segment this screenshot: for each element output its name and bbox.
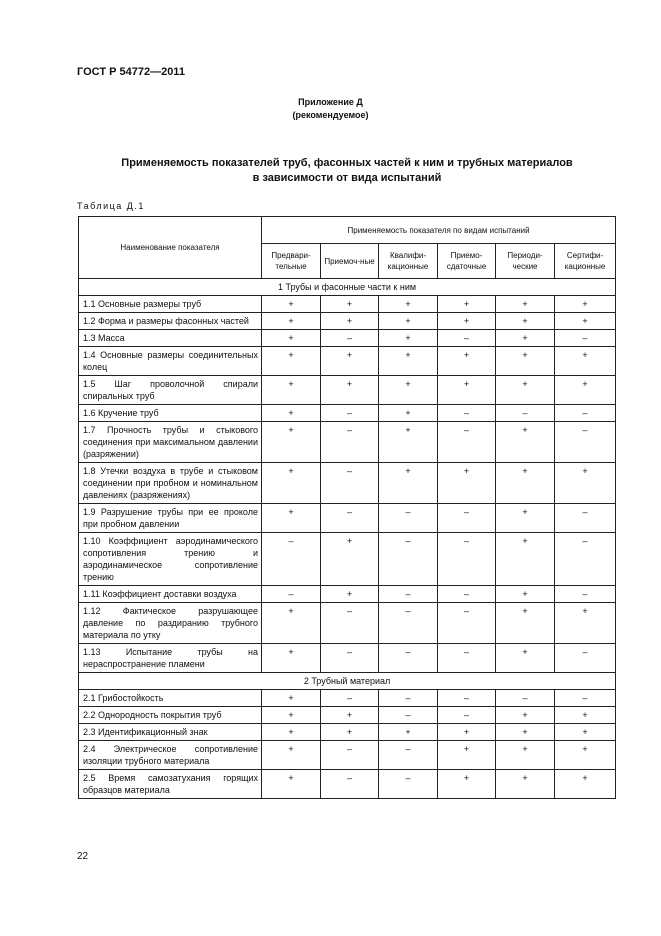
applicability-mark: + [438, 376, 496, 405]
applicability-mark: + [321, 586, 379, 603]
applicability-mark: – [438, 405, 496, 422]
applicability-mark: – [438, 644, 496, 673]
applicability-mark: + [379, 422, 438, 463]
table-row [79, 405, 616, 422]
section-row [79, 279, 616, 296]
applicability-mark: + [321, 296, 379, 313]
applicability-mark: + [262, 422, 321, 463]
applicability-mark: + [555, 376, 616, 405]
applicability-mark: + [379, 724, 438, 741]
table-row [79, 504, 616, 533]
indicator-name: 1.8 Утечки воздуха в трубе и стыковом соединении при пробном и номинальном давлениях (разряжениях) [79, 463, 262, 504]
applicability-mark: + [262, 770, 321, 799]
applicability-mark: – [438, 330, 496, 347]
applicability-mark: + [321, 724, 379, 741]
applicability-mark: + [321, 313, 379, 330]
applicability-mark: + [555, 603, 616, 644]
applicability-mark: + [496, 770, 555, 799]
applicability-mark: + [262, 347, 321, 376]
indicator-name: 1.13 Испытание трубы на нераспространение пламени [79, 644, 262, 673]
appendix-title: Приложение Д [298, 97, 363, 107]
applicability-mark: – [321, 741, 379, 770]
applicability-mark: + [262, 603, 321, 644]
applicability-mark: – [496, 690, 555, 707]
applicability-mark: + [496, 603, 555, 644]
applicability-mark: – [438, 603, 496, 644]
applicability-mark: + [262, 724, 321, 741]
table-row [79, 690, 616, 707]
applicability-mark: – [321, 770, 379, 799]
applicability-mark: + [262, 296, 321, 313]
applicability-mark: – [555, 330, 616, 347]
column-header: Предвари-тельные [262, 244, 321, 279]
applicability-mark: + [262, 313, 321, 330]
applicability-mark: + [262, 707, 321, 724]
applicability-mark: + [262, 690, 321, 707]
applicability-mark: + [496, 422, 555, 463]
applicability-mark: + [379, 313, 438, 330]
applicability-mark: + [321, 376, 379, 405]
applicability-mark: + [379, 376, 438, 405]
table-row [79, 533, 616, 586]
applicability-mark: + [555, 770, 616, 799]
table-row [79, 347, 616, 376]
column-header: Приемо-сдаточные [438, 244, 496, 279]
applicability-mark: + [555, 741, 616, 770]
applicability-mark: – [379, 586, 438, 603]
applicability-mark: + [438, 296, 496, 313]
applicability-mark: + [496, 724, 555, 741]
applicability-mark: + [379, 347, 438, 376]
applicability-mark: – [438, 504, 496, 533]
applicability-mark: – [321, 504, 379, 533]
indicator-name: 1.9 Разрушение трубы при ее проколе при пробном давлении [79, 504, 262, 533]
applicability-mark: – [379, 504, 438, 533]
applicability-mark: – [321, 644, 379, 673]
table-row [79, 296, 616, 313]
applicability-mark: – [379, 770, 438, 799]
appendix-subtitle: (рекомендуемое) [292, 110, 369, 120]
applicability-mark: + [555, 296, 616, 313]
applicability-mark: + [262, 405, 321, 422]
applicability-mark: – [321, 422, 379, 463]
indicator-name: 1.7 Прочность трубы и стыкового соединения при максимальном давлении (разряжении) [79, 422, 262, 463]
applicability-mark: – [379, 603, 438, 644]
applicability-mark: + [379, 405, 438, 422]
column-header: Приемоч-ные [321, 244, 379, 279]
applicability-mark: – [555, 533, 616, 586]
column-header: Сертифи-кационные [555, 244, 616, 279]
applicability-mark: – [555, 644, 616, 673]
indicator-name: 1.2 Форма и размеры фасонных частей [79, 313, 262, 330]
applicability-mark: + [555, 463, 616, 504]
applicability-mark: – [379, 707, 438, 724]
applicability-mark: + [555, 313, 616, 330]
applicability-mark: + [496, 330, 555, 347]
applicability-mark: – [321, 603, 379, 644]
applicability-mark: – [438, 533, 496, 586]
indicator-name: 1.6 Кручение труб [79, 405, 262, 422]
applicability-mark: + [438, 741, 496, 770]
applicability-mark: – [555, 422, 616, 463]
indicator-name: 1.5 Шаг проволочной спирали спиральных труб [79, 376, 262, 405]
applicability-mark: – [555, 405, 616, 422]
column-header: Периоди-ческие [496, 244, 555, 279]
applicability-mark: + [496, 644, 555, 673]
indicator-name: 1.1 Основные размеры труб [79, 296, 262, 313]
applicability-mark: + [438, 770, 496, 799]
applicability-mark: + [496, 376, 555, 405]
applicability-mark: – [438, 690, 496, 707]
applicability-mark: + [321, 533, 379, 586]
applicability-mark: – [262, 586, 321, 603]
column-header: Квалифи-кационные [379, 244, 438, 279]
applicability-mark: + [262, 376, 321, 405]
table-row [79, 770, 616, 799]
applicability-mark: + [555, 707, 616, 724]
applicability-mark: – [555, 504, 616, 533]
table-row [79, 586, 616, 603]
section-title: 2 Трубный материал [79, 673, 616, 690]
table-row [79, 603, 616, 644]
applicability-mark: + [496, 504, 555, 533]
applicability-mark: + [321, 347, 379, 376]
applicability-mark: + [496, 347, 555, 376]
applicability-mark: – [321, 463, 379, 504]
indicator-name: 2.3 Идентификационный знак [79, 724, 262, 741]
indicator-name: 2.1 Грибостойкость [79, 690, 262, 707]
page-number: 22 [77, 851, 89, 862]
table-row [79, 422, 616, 463]
applicability-mark: – [321, 690, 379, 707]
applicability-mark: + [379, 330, 438, 347]
table-row [79, 741, 616, 770]
applicability-mark: + [438, 313, 496, 330]
applicability-mark: – [438, 422, 496, 463]
applicability-mark: + [379, 296, 438, 313]
indicator-name: 1.3 Масса [79, 330, 262, 347]
section-title: 1 Трубы и фасонные части к ним [79, 279, 616, 296]
test-types-group-header: Применяемость показателя по видам испытаний [262, 217, 616, 244]
main-title-line-1: Применяемость показателей труб, фасонных частей к ним и трубных материалов [121, 157, 573, 169]
applicability-mark: + [321, 707, 379, 724]
applicability-mark: + [438, 347, 496, 376]
applicability-mark: – [555, 690, 616, 707]
applicability-mark: + [496, 463, 555, 504]
indicator-name: 1.11 Коэффициент доставки воздуха [79, 586, 262, 603]
applicability-mark: + [379, 463, 438, 504]
applicability-mark: – [321, 405, 379, 422]
applicability-mark: – [555, 586, 616, 603]
table-row [79, 707, 616, 724]
indicator-name: 2.2 Однородность покрытия труб [79, 707, 262, 724]
standard-code: ГОСТ Р 54772—2011 [77, 66, 185, 78]
applicability-mark: – [262, 533, 321, 586]
table-row [79, 376, 616, 405]
table-row [79, 724, 616, 741]
main-title-line-2: в зависимости от вида испытаний [252, 172, 442, 184]
applicability-mark: – [438, 707, 496, 724]
applicability-mark: + [496, 586, 555, 603]
table-row [79, 463, 616, 504]
applicability-mark: + [496, 741, 555, 770]
applicability-mark: + [438, 463, 496, 504]
applicability-mark: + [262, 330, 321, 347]
applicability-mark: + [555, 724, 616, 741]
applicability-mark: – [379, 644, 438, 673]
applicability-mark: + [262, 644, 321, 673]
applicability-mark: + [262, 741, 321, 770]
applicability-mark: + [262, 463, 321, 504]
applicability-mark: + [496, 707, 555, 724]
applicability-mark: – [379, 533, 438, 586]
table-body [79, 279, 616, 799]
table-label: Таблица Д.1 [77, 201, 145, 211]
applicability-mark: + [496, 296, 555, 313]
applicability-mark: + [555, 347, 616, 376]
applicability-mark: – [379, 741, 438, 770]
applicability-mark: – [496, 405, 555, 422]
indicator-name: 1.12 Фактическое разрушающее давление по раздиранию трубного материала по утку [79, 603, 262, 644]
applicability-mark: + [496, 313, 555, 330]
applicability-mark: – [379, 690, 438, 707]
table-row [79, 644, 616, 673]
name-column-header: Наименование показателя [79, 217, 262, 279]
indicator-name: 1.10 Коэффициент аэродинамического сопротивления трению и аэродинамическое сопротивление трению [79, 533, 262, 586]
applicability-mark: – [321, 330, 379, 347]
indicator-name: 1.4 Основные размеры соединительных колец [79, 347, 262, 376]
applicability-mark: + [438, 724, 496, 741]
table-row [79, 330, 616, 347]
applicability-mark: + [496, 533, 555, 586]
table-row [79, 313, 616, 330]
indicator-name: 2.5 Время самозатухания горящих образцов материала [79, 770, 262, 799]
applicability-mark: – [438, 586, 496, 603]
applicability-mark: + [262, 504, 321, 533]
applicability-table [78, 216, 616, 799]
indicator-name: 2.4 Электрическое сопротивление изоляции трубного материала [79, 741, 262, 770]
section-row [79, 673, 616, 690]
